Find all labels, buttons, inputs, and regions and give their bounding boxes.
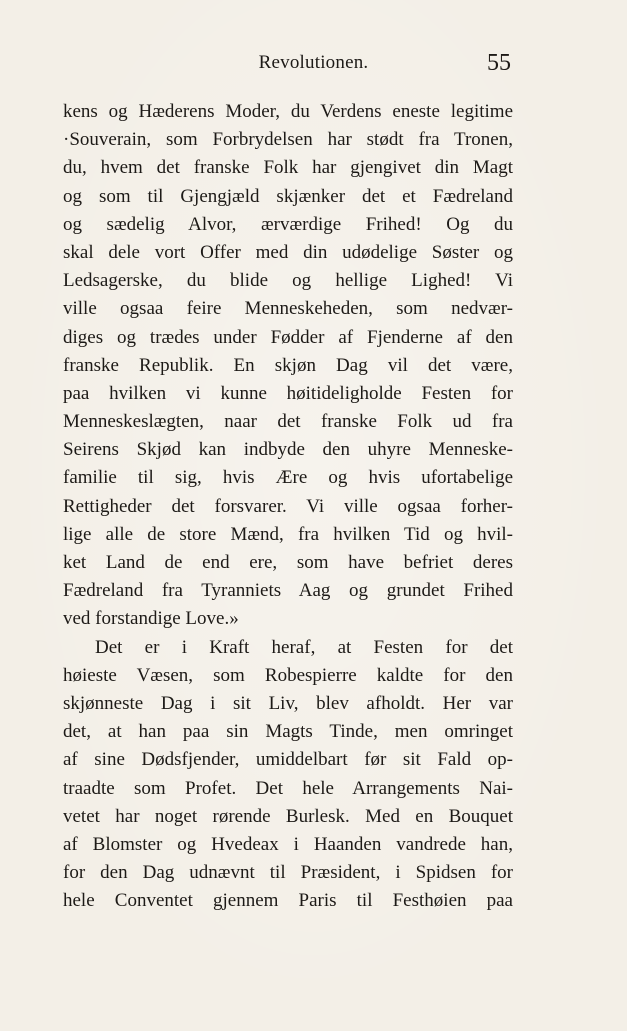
text-line: ved forstandige Love.» (63, 608, 239, 630)
text-line: lige alle de store Mænd, fra hvilken Tid og hvil- (63, 523, 513, 545)
text-line: og sædelig Alvor, ærværdige Frihed! Og du (63, 213, 513, 235)
text-line: skal dele vort Offer med din udødelige Søster og (63, 241, 513, 263)
text-line: høieste Væsen, som Robespierre kaldte for den (63, 664, 513, 686)
text-line: og som til Gjengjæld skjænker det et Fædreland (63, 185, 513, 207)
paragraph-first-line: Det er i Kraft heraf, at Festen for det (95, 636, 513, 658)
text-line: Fædreland fra Tyranniets Aag og grundet Frihed (63, 580, 513, 602)
body-text (63, 98, 513, 915)
text-line: Seirens Skjød kan indbyde den uhyre Menneske- (63, 439, 513, 461)
text-line: Menneskeslægten, naar det franske Folk ud fra (63, 411, 513, 433)
text-line: franske Republik. En skjøn Dag vil det være, (63, 354, 513, 376)
text-line: kens og Hæderens Moder, du Verdens eneste legitime (63, 101, 513, 122)
text-line: Rettigheder det forsvarer. Vi ville ogsaa forher- (63, 495, 513, 517)
text-line: hele Conventet gjennem Paris til Festhøien paa (63, 890, 513, 912)
text-line: Ledsagerske, du blide og hellige Lighed! Vi (63, 270, 513, 292)
text-line: du, hvem det franske Folk har gjengivet din Magt (63, 157, 513, 179)
text-line: paa hvilken vi kunne høitideligholde Festen for (63, 382, 513, 404)
text-line: af sine Dødsfjender, umiddelbart før sit Fald op- (63, 749, 513, 771)
text-line: ·Souverain, som Forbrydelsen har stødt fra Tronen, (63, 129, 513, 151)
text-line: ket Land de end ere, som have befriet deres (63, 552, 513, 573)
text-line: familie til sig, hvis Ære og hvis ufortabelige (63, 467, 513, 489)
text-line: skjønneste Dag i sit Liv, blev afholdt. Her var (63, 692, 513, 714)
text-line: traadte som Profet. Det hele Arrangements Nai- (63, 777, 513, 799)
text-line: af Blomster og Hvedeax i Haanden vandrede han, (63, 833, 513, 855)
text-line: for den Dag udnævnt til Præsident, i Spidsen for (63, 862, 513, 884)
running-head (0, 50, 627, 78)
text-line: ville ogsaa feire Menneskeheden, som nedvær- (63, 298, 513, 320)
running-title: Revolutionen. (258, 52, 369, 73)
text-line: vetet har noget rørende Burlesk. Med en Bouquet (63, 805, 513, 827)
text-line: det, at han paa sin Magts Tinde, men omringet (63, 721, 513, 743)
page-number: 55 (487, 50, 511, 76)
text-line: diges og trædes under Fødder af Fjenderne af den (63, 326, 513, 348)
